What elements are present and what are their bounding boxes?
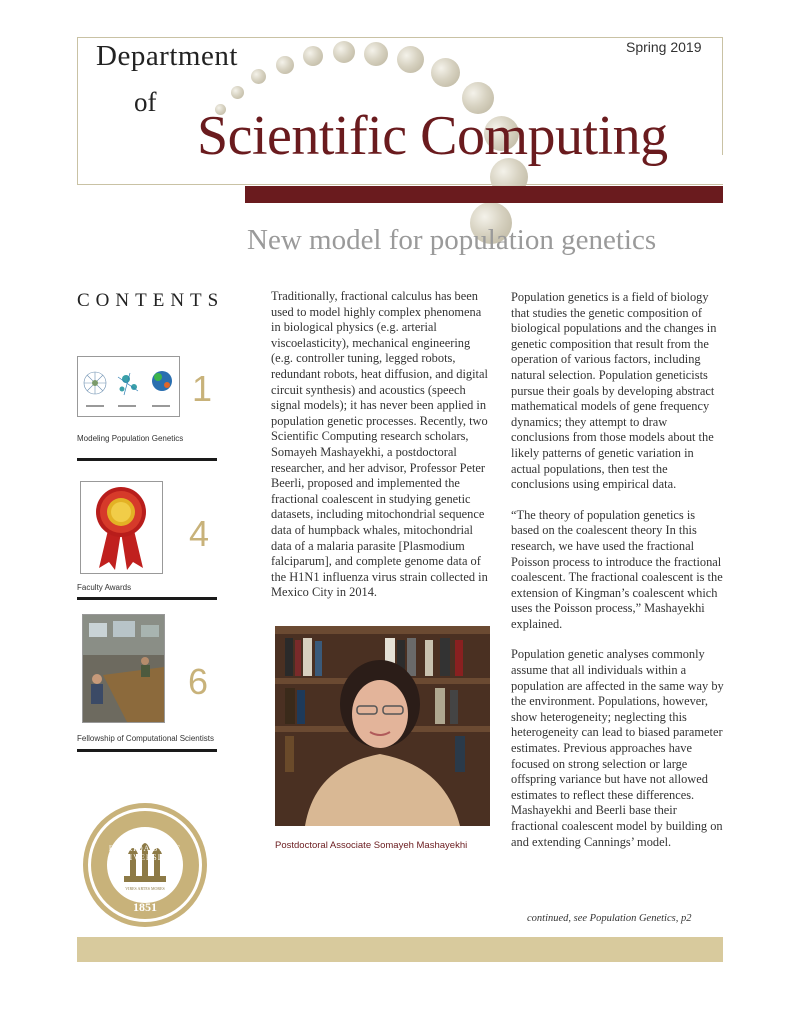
article-paragraph: Population genetic analyses commonly assume that all individuals within a population are affected in the same way by the environment. Populations, however, show heterogeneity; neglecting this heterogeneity can lead to biased parameter estimates. Previous approaches have focused on strong selection or large offspring variance but have not allowed estimates to reflect these differences. Mashayekhi and Beerli base their fractional coalescent model by building on and extending Cannings’ model. bbox=[511, 647, 724, 849]
article-paragraph: “The theory of population genetics is based on the coalescent theory In this research, we have used the fractional Poisson process to introduce the fractional coalescent. The fractional coalescent is the extension of Kingman’s coalescent which uses the Poisson process,” Mashayekhi explained. bbox=[511, 507, 723, 631]
toc-page-number[interactable]: 1 bbox=[192, 368, 213, 409]
toc-thumbnail-population-genetics[interactable] bbox=[77, 356, 180, 417]
seal-motto: VIRES ARTES MORES bbox=[125, 886, 165, 891]
portrait-photo bbox=[275, 626, 490, 826]
award-ribbon-icon bbox=[81, 482, 162, 573]
article-headline: New model for population genetics bbox=[247, 224, 657, 256]
toc-divider bbox=[77, 597, 217, 600]
toc-page-number[interactable]: 4 bbox=[189, 513, 210, 554]
toc-thumbnail-faculty-awards[interactable] bbox=[80, 481, 163, 574]
toc-item-label[interactable]: Fellowship of Computational Scientists bbox=[77, 734, 214, 743]
masthead-of: of bbox=[134, 87, 157, 117]
seal-text: FLORIDA STATE UNIVERSITY bbox=[108, 844, 182, 862]
continued-note[interactable]: continued, see Population Genetics, p2 bbox=[527, 913, 692, 924]
issue-season: Spring 2019 bbox=[626, 39, 702, 55]
toc-page-number[interactable]: 6 bbox=[188, 661, 209, 702]
toc-divider bbox=[77, 749, 217, 752]
article-paragraph: Population genetics is a field of biology that studies the genetic composition of biological populations and the changes in genetic composition that result from the operation of various factors, including natural selection. Population geneticists pursue their goals by developing abstract mathematical models of gene frequency dynamics; they attempt to draw conclusions from those models about the likely patterns of genetic variation in actual populations, then test the conclusions using empirical data. bbox=[511, 290, 717, 492]
masthead-frame-right bbox=[722, 37, 723, 155]
masthead-accent-bar bbox=[245, 186, 723, 203]
footer-bar bbox=[77, 937, 723, 962]
toc-thumbnail-fellowship[interactable] bbox=[82, 614, 165, 723]
article-column-2 bbox=[511, 290, 725, 865]
photo-caption: Postdoctoral Associate Somayeh Mashayekhi bbox=[275, 840, 468, 851]
article-paragraph: Traditionally, fractional calculus has been used to model highly complex phenomena in biological physics (e.g. arterial viscoelasticity), mechanical engineering (e.g. controller tuning, legged robots, redundant robots, heat diffusion, and digital circuit synthesis) and acoustics (speech signal models); it has never been applied in population genetic processes. Recently, two Scientific Computing research scholars, Somayeh Mashayekhi, a postdoctoral researcher, and her advisor, Professor Peter Beerli, proposed and implemented the fractional coalescent in studying genetic datasets, including mitochondrial sequence data of humpback whales, mitochondrial data of a malaria parasite [Plasmodium falciparum], and complete genome data of the H1N1 influenza virus strain collected in Mexico City in 2014. bbox=[271, 289, 488, 600]
toc-divider bbox=[77, 458, 217, 461]
toc-item-label[interactable]: Modeling Population Genetics bbox=[77, 434, 184, 443]
seal-year: 1851 bbox=[133, 900, 157, 914]
contents-title: CONTENTS bbox=[77, 290, 225, 311]
toc-item-label[interactable]: Faculty Awards bbox=[77, 583, 132, 592]
article-column-1 bbox=[271, 289, 493, 616]
masthead-department: Department bbox=[96, 40, 238, 72]
masthead-title: Scientific Computing bbox=[197, 105, 668, 167]
university-seal bbox=[82, 802, 208, 928]
